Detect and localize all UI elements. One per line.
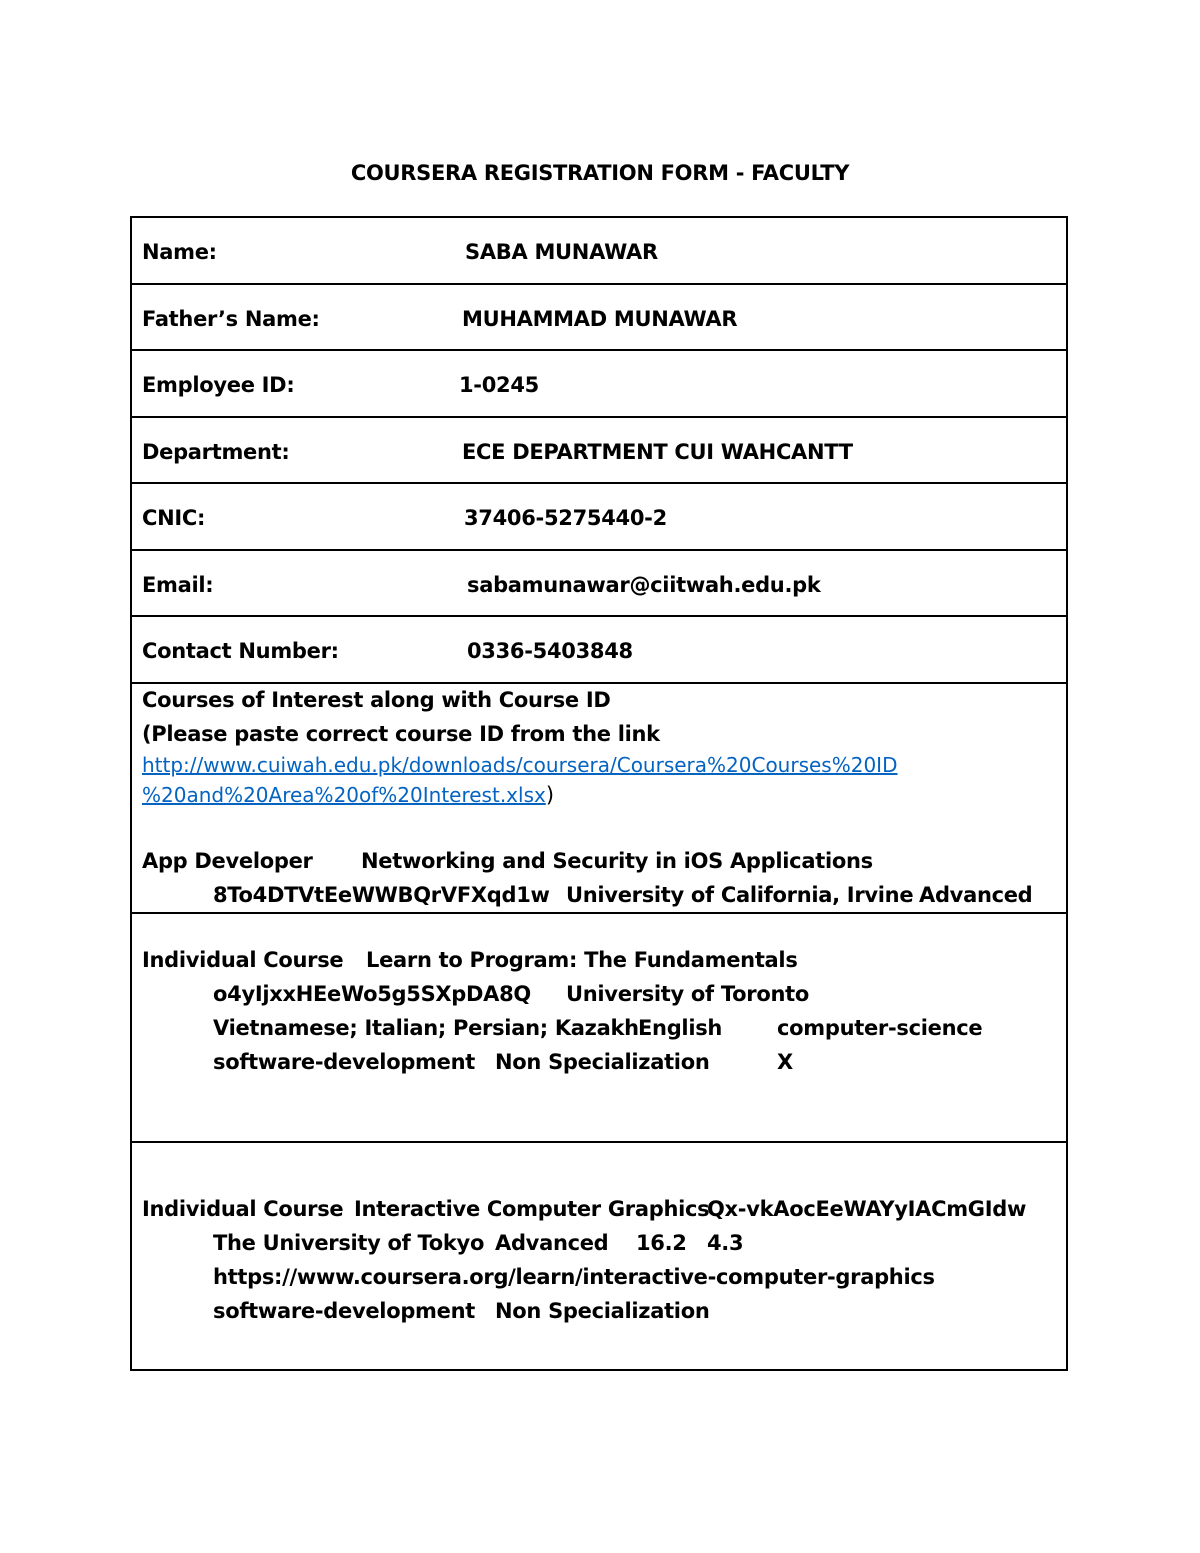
- link-closing-paren: ): [545, 783, 554, 807]
- course2-university: University of Toronto: [566, 982, 809, 1006]
- course2-area: computer-science: [777, 1016, 983, 1040]
- form-title: COURSERA REGISTRATION FORM - FACULTY: [350, 161, 850, 185]
- department-value: ECE DEPARTMENT CUI WAHCANTT: [462, 440, 853, 464]
- department-row: [132, 418, 1066, 484]
- registration-form: [130, 216, 1068, 1371]
- cnic-row: [132, 484, 1066, 551]
- course2-specialization: Non Specialization: [495, 1050, 710, 1074]
- course2-name: Learn to Program: The Fundamentals: [366, 948, 798, 972]
- course2-languages: Vietnamese; Italian; Persian; Kazakh: [213, 1016, 639, 1040]
- course1-id: 8To4DTVtEeWWBQrVFXqd1w: [213, 883, 550, 907]
- name-value: SABA MUNAWAR: [465, 240, 658, 264]
- course2-subarea: software-development: [213, 1050, 475, 1074]
- course3-specialization: Non Specialization: [495, 1299, 710, 1323]
- course1-category: App Developer: [142, 849, 313, 873]
- father-name-row: [132, 285, 1066, 351]
- course3-id: Qx-vkAocEeWAYyIACmGIdw: [707, 1197, 1027, 1221]
- course1-name: Networking and Security in iOS Applications: [361, 849, 873, 873]
- course2-id: o4yIjxxHEeWo5g5SXpDA8Q: [213, 982, 531, 1006]
- course2-mark: X: [777, 1050, 793, 1074]
- course-list-link-line-2: [142, 783, 554, 807]
- contact-number-label: Contact Number:: [142, 639, 339, 663]
- course-list-link-continued[interactable]: %20and%20Area%20of%20Interest.xlsx: [142, 783, 546, 807]
- course2-language: English: [638, 1016, 723, 1040]
- courses-instruction: (Please paste correct course ID from the link: [142, 722, 660, 746]
- department-label: Department:: [142, 440, 290, 464]
- cnic-value: 37406-5275440-2: [464, 506, 667, 530]
- name-row: [132, 218, 1066, 285]
- email-row: [132, 551, 1066, 617]
- course3-university: The University of Tokyo: [213, 1231, 485, 1255]
- course3-url: https://www.coursera.org/learn/interactive-computer-graphics: [213, 1265, 935, 1289]
- courses-heading: Courses of Interest along with Course ID: [142, 688, 611, 712]
- course2-category: Individual Course: [142, 948, 344, 972]
- course-list-link[interactable]: http://www.cuiwah.edu.pk/downloads/coursera/Coursera%20Courses%20ID: [142, 753, 898, 777]
- courses-of-interest-section: [132, 684, 1066, 914]
- course3-subarea: software-development: [213, 1299, 475, 1323]
- course2-section: [132, 914, 1066, 1143]
- course3-section: [132, 1143, 1066, 1369]
- course3-name: Interactive Computer Graphics: [354, 1197, 710, 1221]
- course-list-link-line-1: [142, 753, 897, 777]
- cnic-label: CNIC:: [142, 506, 206, 530]
- employee-id-label: Employee ID:: [142, 373, 295, 397]
- contact-number-row: [132, 617, 1066, 684]
- course3-level: Advanced: [495, 1231, 609, 1255]
- father-name-label: Father’s Name:: [142, 307, 320, 331]
- contact-number-value: 0336-5403848: [467, 639, 633, 663]
- course3-hours: 16.2: [636, 1231, 687, 1255]
- email-label: Email:: [142, 573, 214, 597]
- course1-level: Advanced: [919, 883, 1033, 907]
- email-value: sabamunawar@ciitwah.edu.pk: [467, 573, 821, 597]
- father-name-value: MUHAMMAD MUNAWAR: [462, 307, 738, 331]
- course3-category: Individual Course: [142, 1197, 344, 1221]
- employee-id-row: [132, 351, 1066, 418]
- course1-university: University of California, Irvine: [566, 883, 914, 907]
- name-label: Name:: [142, 240, 217, 264]
- employee-id-value: 1-0245: [459, 373, 539, 397]
- course3-rating: 4.3: [707, 1231, 744, 1255]
